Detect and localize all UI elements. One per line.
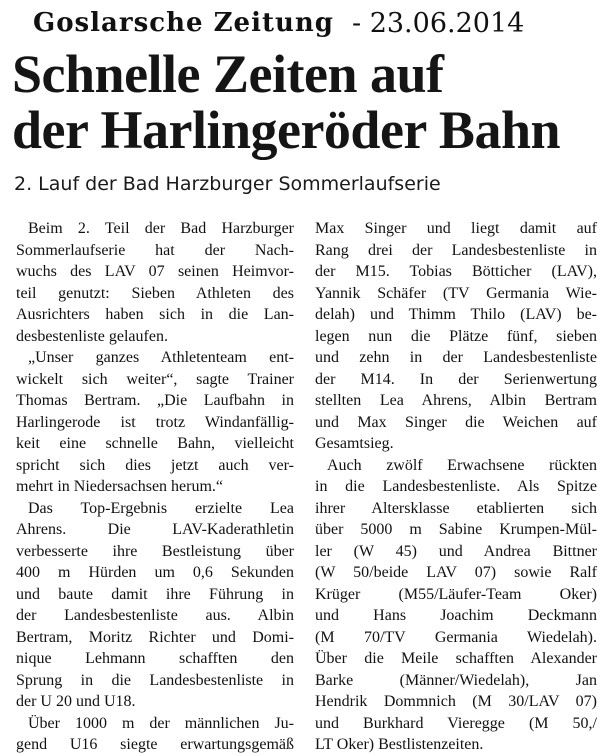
article-text-line: Auch zwölf Erwachsene rückten	[327, 456, 597, 474]
article-text-line: (W 50/beide LAV 07) sowie Ralf	[315, 564, 597, 581]
article-text-line: spricht sich dies jetzt auch ver-	[16, 456, 294, 474]
article-text-line: Max Singer und liegt damit auf	[315, 220, 597, 237]
article-text-line: Hendrik Dommnich (M 30/LAV 07)	[315, 693, 597, 710]
article-text-line: der Landesbestenliste aus. Albin	[16, 607, 294, 624]
article-text-line: Yannik Schäfer (TV Germania Wie-	[315, 284, 597, 302]
article-text-line: und Burkhard Vieregge (M 50,/	[315, 714, 597, 732]
article-text-line: delah) und Thimm Thilo (LAV) be-	[315, 306, 597, 323]
masthead	[0, 4, 604, 42]
article-text-line: der M14. In der Serienwertung	[315, 370, 597, 388]
article-text-line: Barke (Männer/Wiedelah), Jan	[315, 671, 597, 689]
article-text-line: und zehn in der Landesbestenliste	[315, 349, 597, 366]
article-text-line: Sprung in die Landesbestenliste in	[16, 671, 294, 689]
article-text-line: Bertram, Moritz Richter und Domi-	[16, 628, 294, 646]
article-text-line: stellten Lea Ahrens, Albin Bertram	[315, 392, 597, 409]
article-text-line: keit eine schnelle Bahn, vielleicht	[16, 435, 294, 452]
article-text-line: Harlingerode ist trotz Windanfällig-	[16, 413, 294, 431]
subtitle: 2. Lauf der Bad Harzburger Sommerlaufserie	[14, 173, 441, 195]
article-text-line: und baute damit ihre Führung in	[16, 585, 294, 603]
headline	[12, 46, 602, 158]
article-text-line: ihrer Altersklasse etablierten sich	[315, 499, 597, 517]
article-text-line: über 5000 m Sabine Krumpen-Mül-	[315, 521, 597, 538]
article-text-line: mehrt in Niedersachsen herum.“	[16, 478, 224, 495]
article-text-line: desbestenliste gelaufen.	[16, 327, 168, 345]
article-column-left	[16, 218, 294, 756]
article-text-line: wickelt sich weiter“, sagte Trainer	[16, 370, 294, 388]
article-text-line: Ausrichters haben sich in die Lan-	[16, 306, 294, 323]
article-text-line: der M15. Tobias Bötticher (LAV),	[315, 263, 597, 280]
article-text-line: Krüger (M55/Läufer-Team Oker)	[315, 585, 597, 603]
article-text-line: Gesamtsieg.	[315, 435, 394, 452]
article-text-line: Ahrens. Die LAV-Kaderathletin	[16, 521, 294, 538]
article-text-line: Beim 2. Teil der Bad Harzburger	[28, 220, 294, 237]
article-text-line: Sommerlaufserie hat der Nach-	[16, 241, 294, 259]
article-text-line: Rang drei der Landesbestenliste in	[315, 241, 597, 259]
article-text-line: (M 70/TV Germania Wiedelah).	[315, 628, 597, 646]
article-text-line: Über die Meile schafften Alexander	[315, 650, 597, 667]
article-text-line: der U 20 und U18.	[16, 693, 136, 710]
article-column-right	[315, 218, 597, 756]
article-text-line: legen nun die Plätze fünf, sieben	[315, 327, 597, 345]
article-text-line: wuchs des LAV 07 seinen Heimvor-	[16, 263, 294, 280]
article-text-line: 400 m Hürden um 0,6 Sekunden	[16, 564, 294, 581]
article-text-line: LT Oker) Bestlistenzeiten.	[315, 736, 484, 753]
article-text-line: Thomas Bertram. „Die Laufbahn in	[16, 392, 294, 409]
headline-line: Schnelle Zeiten auf	[12, 44, 444, 104]
newspaper-name: Goslarsche Zeitung	[33, 8, 334, 38]
article-text-line: verbesserte ihre Bestleistung über	[16, 542, 294, 560]
publication-date: - 23.06.2014	[352, 8, 525, 39]
article-text-line: Über 1000 m der männlichen Ju-	[28, 714, 294, 732]
article-text-line: in die Landesbestenliste. Als Spitze	[315, 478, 597, 495]
article-text-line: und Max Singer die Weichen auf	[315, 413, 597, 431]
article-text-line: teil genutzt: Sieben Athleten des	[16, 284, 294, 302]
article-text-line: gend U16 siegte erwartungsgemäß	[16, 736, 294, 753]
article-text-line: „Unser ganzes Athletenteam ent-	[28, 349, 294, 366]
article-text-line: ler (W 45) und Andrea Bittner	[315, 542, 597, 560]
article-text-line: nique Lehmann schafften den	[16, 650, 294, 667]
headline-line: der Harlingeröder Bahn	[12, 100, 561, 160]
article-text-line: und Hans Joachim Deckmann	[315, 607, 597, 624]
article-text-line: Das Top-Ergebnis erzielte Lea	[28, 499, 294, 517]
